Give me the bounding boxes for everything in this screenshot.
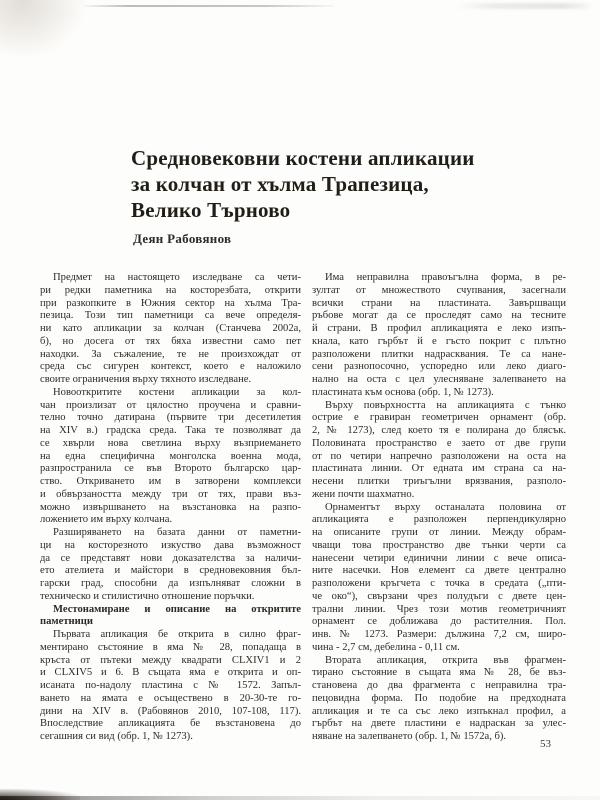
text-line: пластината към основа (обр. 1, № 1273). bbox=[312, 386, 494, 398]
text-line: 2, № 1273), след което тя е полирана до блясък. bbox=[312, 425, 566, 436]
text-line: Местонамиране и описание на откритите bbox=[53, 603, 301, 615]
scan-smudge-top-left bbox=[0, 0, 90, 61]
text-line: чан произлизат от цялостно проучена и сравни- bbox=[40, 399, 301, 411]
text-line: несени плитки триъгълни врязвания, разполо- bbox=[312, 476, 566, 487]
text-line: ци на косторезното изкуство дава възможност bbox=[40, 539, 301, 551]
paragraph bbox=[40, 629, 301, 744]
text-line: нално на оста с цел улесняване залепването на bbox=[312, 374, 566, 385]
text-line: техническо и стилистично отношение поръчки. bbox=[40, 590, 255, 602]
text-line: чина - 2,7 см, дебелина - 0,11 см. bbox=[312, 641, 460, 653]
text-line: разположени кръгчета с точка в средата („пти- bbox=[312, 578, 566, 589]
text-line: Разширяването на базата данни от паметни- bbox=[53, 527, 301, 538]
text-line: от по четири напречно разположени на оста на bbox=[312, 450, 566, 462]
text-line: ето ателиета и майстори в средновековния бъл- bbox=[40, 565, 301, 577]
text-line: своите ограничения върху тяхното изследване. bbox=[40, 374, 252, 385]
text-line: ментирано състояние в яма № 28, попадаща в bbox=[40, 641, 301, 653]
text-line: на XIV в.) градска среда. Така те позволяват да bbox=[40, 425, 301, 436]
text-line: няване на залепването (обр. 1, № 1572а, б). bbox=[312, 731, 507, 742]
text-line: дини на XIV в. (Рабовянов 2010, 107-108, 117). bbox=[40, 705, 301, 717]
text-line: Новооткритите костени апликации за кол- bbox=[53, 386, 301, 398]
text-line: й страни. В профил апликацията е леко изпъ- bbox=[312, 323, 566, 334]
text-line: орнамент се доближава до растителния. Пол. bbox=[312, 616, 566, 628]
paragraph bbox=[312, 655, 566, 744]
text-line: становена до два фрагмента с неправилна тра- bbox=[312, 680, 566, 691]
text-line: ните насечки. Нов елемент са двете централно bbox=[312, 565, 566, 577]
text-line: на една специфична монголска военна мода, bbox=[40, 450, 301, 462]
scan-smudge-bottom-left bbox=[0, 789, 80, 800]
text-line: разпространила се във Второто българско цар- bbox=[40, 463, 301, 475]
text-line: апликация и те са със леко изпъкнал профил, а bbox=[312, 705, 566, 717]
text-line: апликацията е разположен перпендикулярно bbox=[312, 514, 566, 526]
text-line: пезица. Този тип паметници са вече определя- bbox=[40, 310, 301, 322]
text-line: ването на ямата е осъществено в 20-30-те го- bbox=[40, 692, 301, 704]
text-line: тирано състояние в същата яма № 28, бе въз- bbox=[312, 667, 566, 679]
text-line: че око“), свързани чрез полудъги с двете цен- bbox=[312, 590, 566, 602]
text-line: гърбът на двете пластини е надраскан за улес- bbox=[312, 718, 566, 730]
text-line: се хвърли нова светлина върху възприемането bbox=[40, 437, 301, 449]
text-line: и обвързаността между три от тях, прави въз- bbox=[40, 488, 301, 500]
text-line: кръста от пътеки между квадрати CLXIV1 и 2 bbox=[40, 654, 301, 666]
text-line: ри редки паметника на косторезбата, открити bbox=[40, 284, 301, 296]
scan-edge-line-top bbox=[84, 5, 334, 7]
text-line: Първата апликация бе открита в силно фраг- bbox=[53, 629, 301, 640]
text-line: пластината линии. От едната им страна са на- bbox=[312, 463, 566, 475]
right-column bbox=[312, 272, 566, 744]
section-heading bbox=[40, 604, 301, 630]
text-line: можно извършването на възстановка на разпо- bbox=[40, 501, 301, 513]
text-line: ство. Откриването им в затворени комплекси bbox=[40, 476, 301, 487]
author-name: Деян Рабовянов bbox=[133, 231, 232, 246]
text-line: всички страни на пластината. Завършващи bbox=[312, 297, 566, 309]
text-line: б), но досега от тях бяха известни само пет bbox=[40, 335, 301, 347]
text-line: гарски град, способни да изпълняват сложни в bbox=[40, 578, 301, 589]
text-line: чващи това пространство две тънки черти са bbox=[312, 539, 566, 551]
text-line: Орнаментът върху останалата половина от bbox=[325, 501, 566, 513]
text-line: Има неправилна правоъгълна форма, в ре- bbox=[325, 272, 566, 283]
text-line: острие е гравиран геометричен орнамент (обр. bbox=[312, 412, 566, 424]
text-line: пецовидна форма. По подобие на предходната bbox=[312, 692, 566, 704]
text-line: сени разнопосочно, успоредно или леко диаго- bbox=[312, 361, 566, 373]
text-line: среда със сигурен контекст, което е наложило bbox=[40, 361, 301, 373]
text-line: и CLXIV5 и 6. В същата яма е открита и оп- bbox=[40, 667, 301, 679]
text-line: да се представят нови доказателства за наличи- bbox=[40, 552, 301, 564]
article-title-line: Средновековни костени апликации bbox=[131, 146, 475, 170]
article-title-line: Велико Търново bbox=[131, 198, 291, 222]
paragraph bbox=[40, 387, 301, 527]
article-title bbox=[131, 145, 475, 223]
text-line: на описаните групи от линии. Между обрам- bbox=[312, 527, 566, 538]
text-line: Върху повърхността на апликацията с тънко bbox=[325, 399, 566, 411]
left-column bbox=[40, 272, 301, 744]
paragraph bbox=[40, 527, 301, 604]
text-line: при разкопките в Южния сектор на хълма Тра- bbox=[40, 297, 301, 309]
text-line: Половината пространство е заето от две групи bbox=[312, 437, 566, 449]
scan-noise-top-right bbox=[455, 3, 590, 9]
article-title-line: за колчан от хълма Трапезица, bbox=[131, 172, 429, 196]
text-line: находки. За съжаление, те не произхождат от bbox=[40, 348, 301, 360]
page-number: 53 bbox=[540, 738, 551, 750]
text-line: сегашния си вид (обр. 1, № 1273). bbox=[40, 731, 193, 742]
text-line: ложението им върху колчана. bbox=[40, 514, 173, 526]
text-line: кнала, като гърбът й е гъсто покрит с плътно bbox=[312, 335, 566, 347]
paragraph bbox=[312, 272, 566, 400]
text-line: зултат от множеството счупвания, засегнали bbox=[312, 284, 566, 296]
text-line: инв. № 1273. Размери: дължина 7,2 см, широ- bbox=[312, 629, 566, 640]
text-line: разположени плитки надрасквания. Те са нане- bbox=[312, 348, 566, 360]
paragraph bbox=[312, 502, 566, 655]
text-line: ни като апликации за колчан (Станчева 2002а, bbox=[40, 323, 301, 334]
text-line: Втората апликация, открита във фрагмен- bbox=[325, 654, 566, 666]
text-line: нанесени четири единични линии с вече описа- bbox=[312, 552, 566, 564]
text-line: паметници bbox=[40, 616, 93, 628]
text-line: ръбове могат да се проследят само на тесните bbox=[312, 310, 566, 322]
text-line: Впоследствие апликацията бе възстановена до bbox=[40, 718, 301, 730]
text-line: Предмет на настоящето изследване са чети- bbox=[53, 272, 301, 283]
text-line: исаната по-надолу пластина с № 1572. Запъл- bbox=[40, 680, 301, 691]
text-line: телно точно датирана (първите три десетилетия bbox=[40, 412, 301, 424]
text-line: жени почти шахматно. bbox=[312, 488, 415, 500]
scan-edge-line-bottom bbox=[0, 796, 600, 800]
text-line: трални линии. Чрез този мотив геометричният bbox=[312, 603, 566, 615]
paragraph bbox=[40, 272, 301, 387]
paragraph bbox=[312, 400, 566, 502]
